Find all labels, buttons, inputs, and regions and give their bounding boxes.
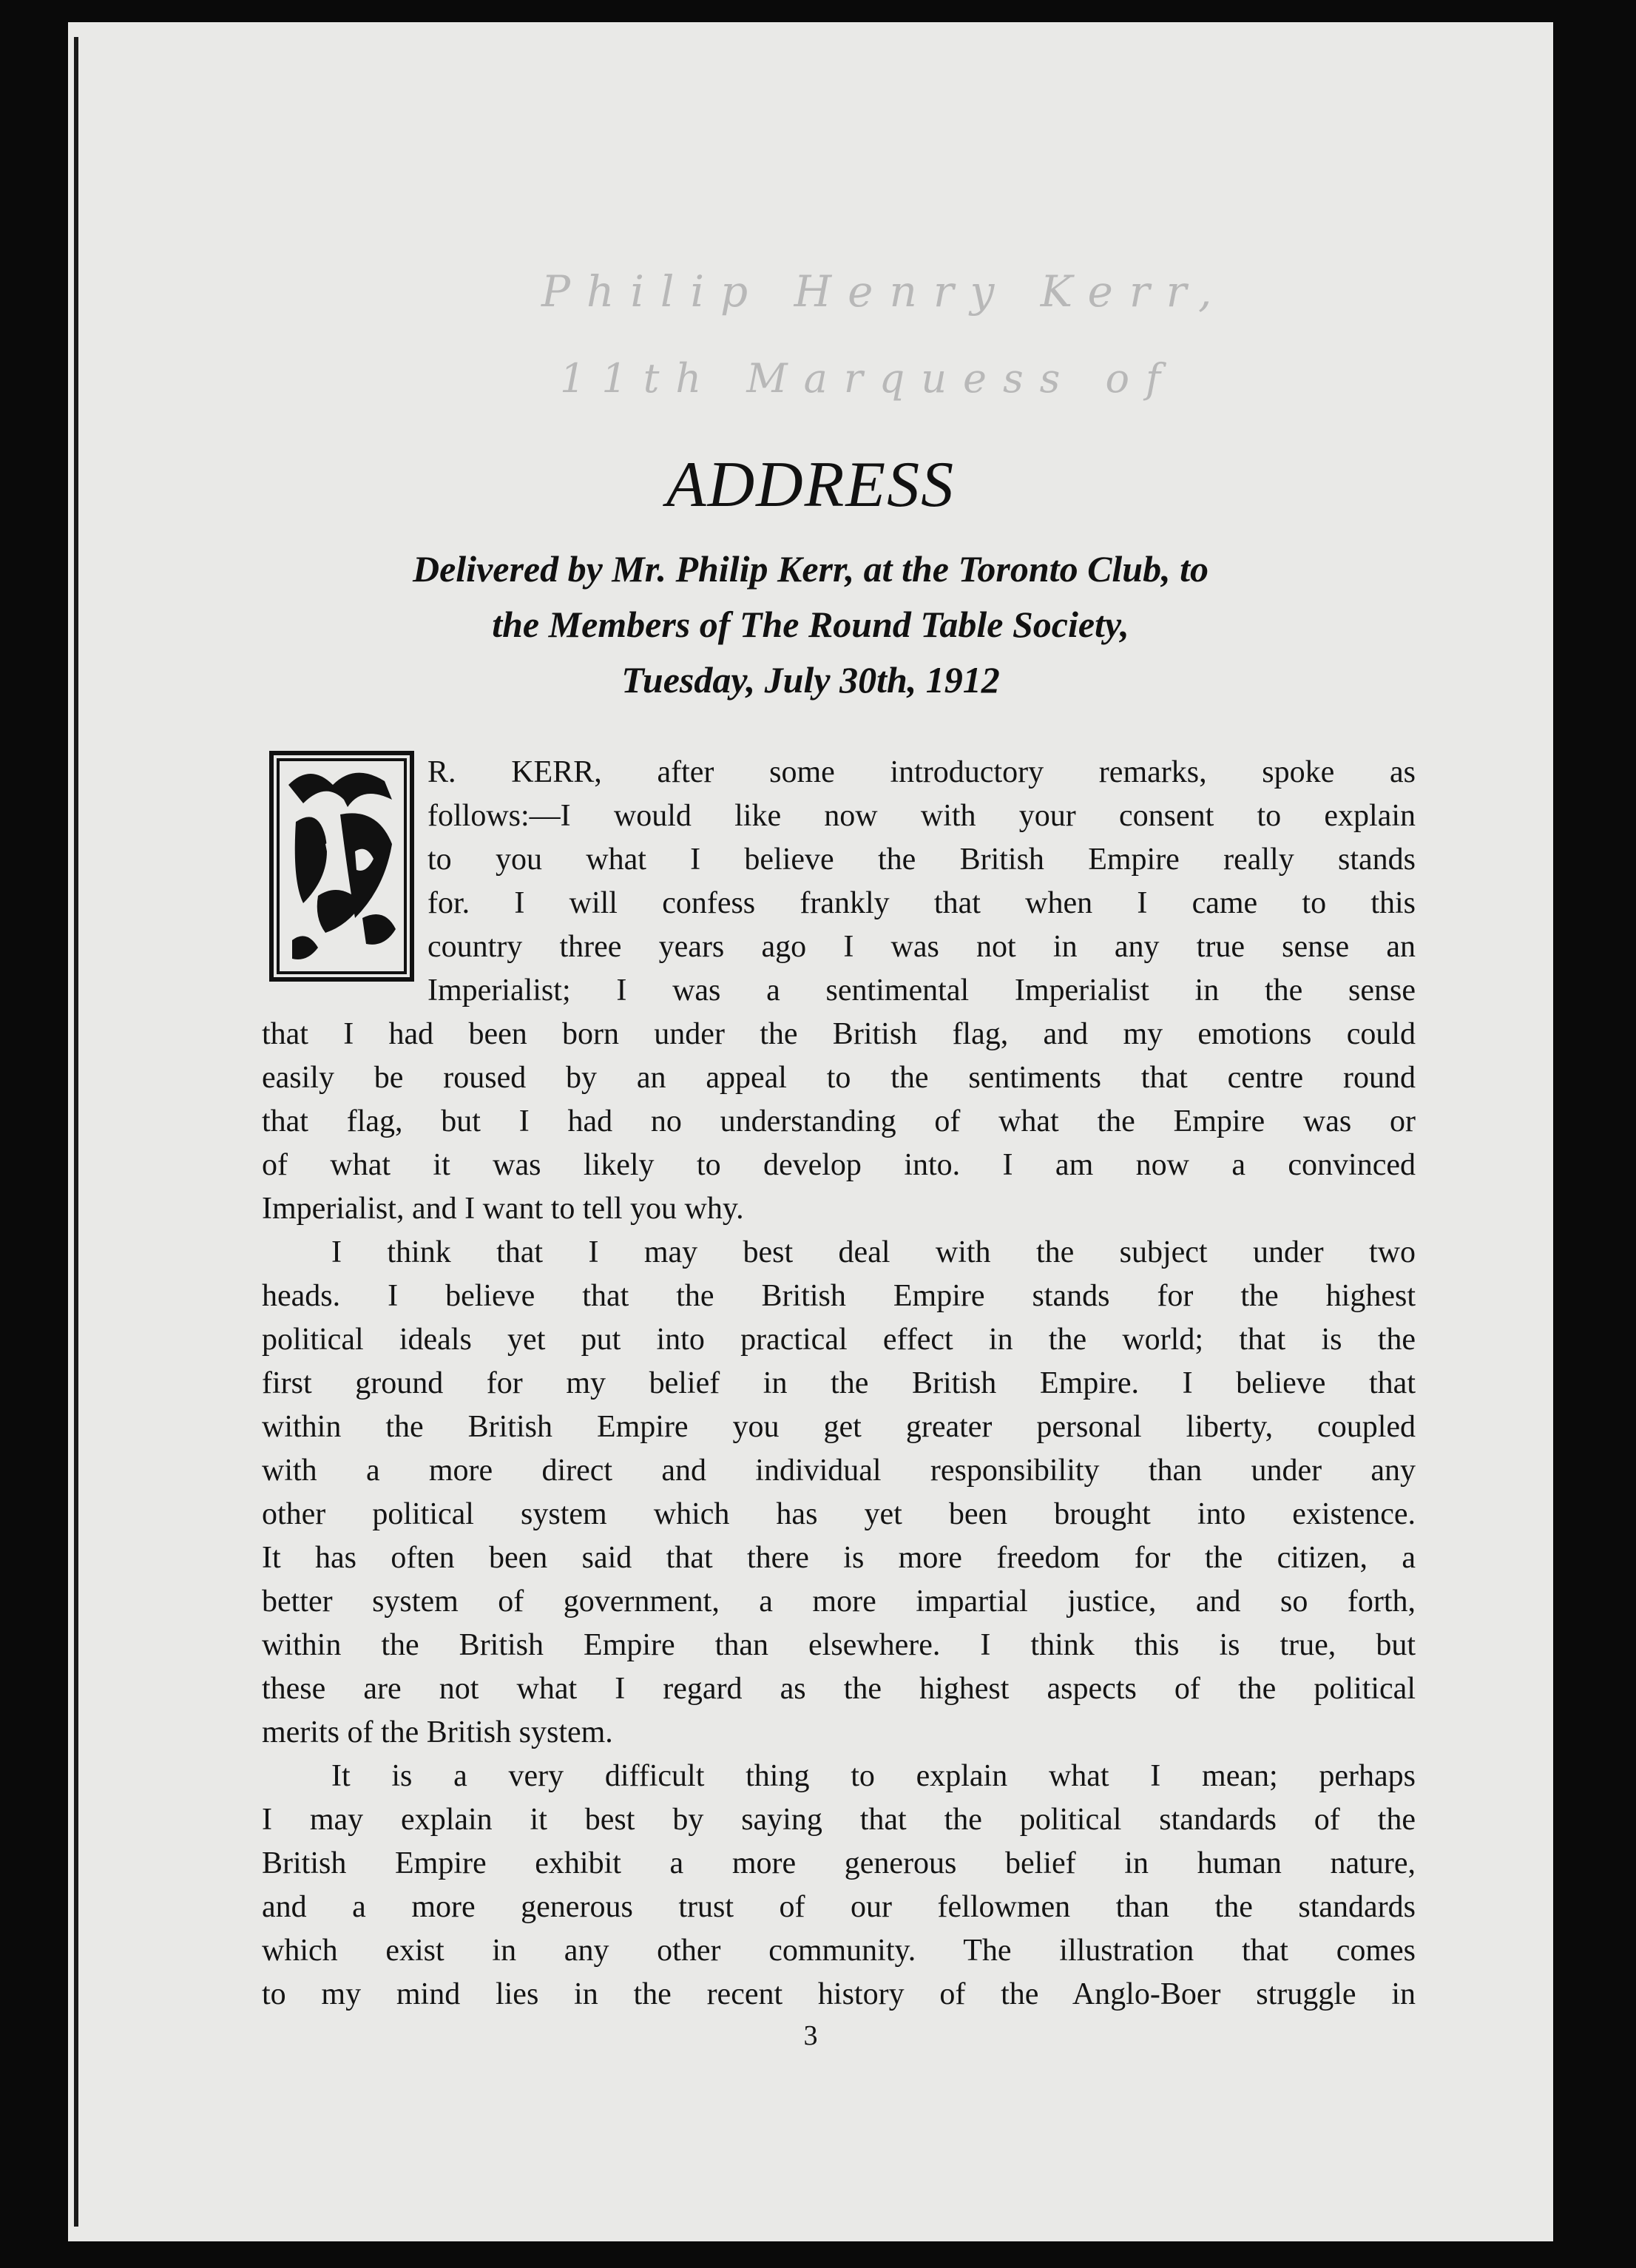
body-line-2: follows:—I would like now with your consent to explain bbox=[427, 799, 1416, 833]
body-line-26: British Empire exhibit a more generous belief in human nature, bbox=[262, 1846, 1416, 1880]
subtitle-line-3: Tuesday, July 30th, 1912 bbox=[621, 659, 1000, 701]
body-line-29: to my mind lies in the recent history of the Anglo-Boer struggle in bbox=[262, 1977, 1416, 2011]
body-line-12: I think that I may best deal with the subject under two bbox=[331, 1235, 1416, 1269]
body-line-9: that flag, but I had no understanding of what the Empire was or bbox=[262, 1104, 1416, 1138]
binding-edge bbox=[74, 37, 78, 2227]
body-line-10: of what it was likely to develop into. I am now a convinced bbox=[262, 1148, 1416, 1182]
subtitle-line-1: Delivered by Mr. Philip Kerr, at the Toronto Club, to bbox=[412, 548, 1209, 590]
body-line-27: and a more generous trust of our fellowmen than the standards bbox=[262, 1890, 1416, 1924]
body-line-4: for. I will confess frankly that when I came to this bbox=[427, 886, 1416, 920]
body-line-7: that I had been born under the British flag, and my emotions could bbox=[262, 1017, 1416, 1051]
body-line-28: which exist in any other community. The illustration that comes bbox=[262, 1934, 1416, 1968]
subtitle-line-2: the Members of The Round Table Society, bbox=[492, 604, 1129, 645]
body-line-3: to you what I believe the British Empire really stands bbox=[427, 843, 1416, 877]
body-line-23: merits of the British system. bbox=[262, 1715, 613, 1749]
ornamental-dropcap-m bbox=[269, 751, 414, 982]
dropcap-ornament-graphic bbox=[274, 755, 410, 977]
body-line-8: easily be roused by an appeal to the sentiments that centre round bbox=[262, 1061, 1416, 1095]
page-title: ADDRESS bbox=[666, 449, 956, 521]
body-line-15: first ground for my belief in the British Empire. I believe that bbox=[262, 1366, 1416, 1400]
book-page bbox=[68, 22, 1553, 2241]
body-line-17: with a more direct and individual responsibility than under any bbox=[262, 1454, 1416, 1488]
body-line-21: within the British Empire than elsewhere. I think this is true, but bbox=[262, 1628, 1416, 1662]
body-line-14: political ideals yet put into practical effect in the world; that is the bbox=[262, 1323, 1416, 1357]
body-line-19: It has often been said that there is more freedom for the citizen, a bbox=[262, 1541, 1416, 1575]
body-line-24: It is a very difficult thing to explain what I mean; perhaps bbox=[331, 1759, 1416, 1793]
pencil-annotation-line-2: 11th Marquess of bbox=[560, 355, 1177, 402]
body-line-16: within the British Empire you get greater personal liberty, coupled bbox=[262, 1410, 1416, 1444]
page-number: 3 bbox=[803, 2020, 818, 2051]
body-line-13: heads. I believe that the British Empire stands for the highest bbox=[262, 1279, 1416, 1313]
body-line-25: I may explain it best by saying that the political standards of the bbox=[262, 1803, 1416, 1837]
body-line-1: R. KERR, after some introductory remarks, spoke as bbox=[427, 755, 1416, 789]
body-line-11: Imperialist, and I want to tell you why. bbox=[262, 1192, 744, 1226]
body-line-6: Imperialist; I was a sentimental Imperialist in the sense bbox=[427, 973, 1416, 1008]
body-line-22: these are not what I regard as the highest aspects of the political bbox=[262, 1672, 1416, 1706]
body-line-5: country three years ago I was not in any true sense an bbox=[427, 930, 1416, 964]
body-line-20: better system of government, a more impartial justice, and so forth, bbox=[262, 1584, 1416, 1619]
pencil-annotation-line-1: Philip Henry Kerr, bbox=[541, 266, 1228, 317]
body-line-18: other political system which has yet been brought into existence. bbox=[262, 1497, 1416, 1531]
